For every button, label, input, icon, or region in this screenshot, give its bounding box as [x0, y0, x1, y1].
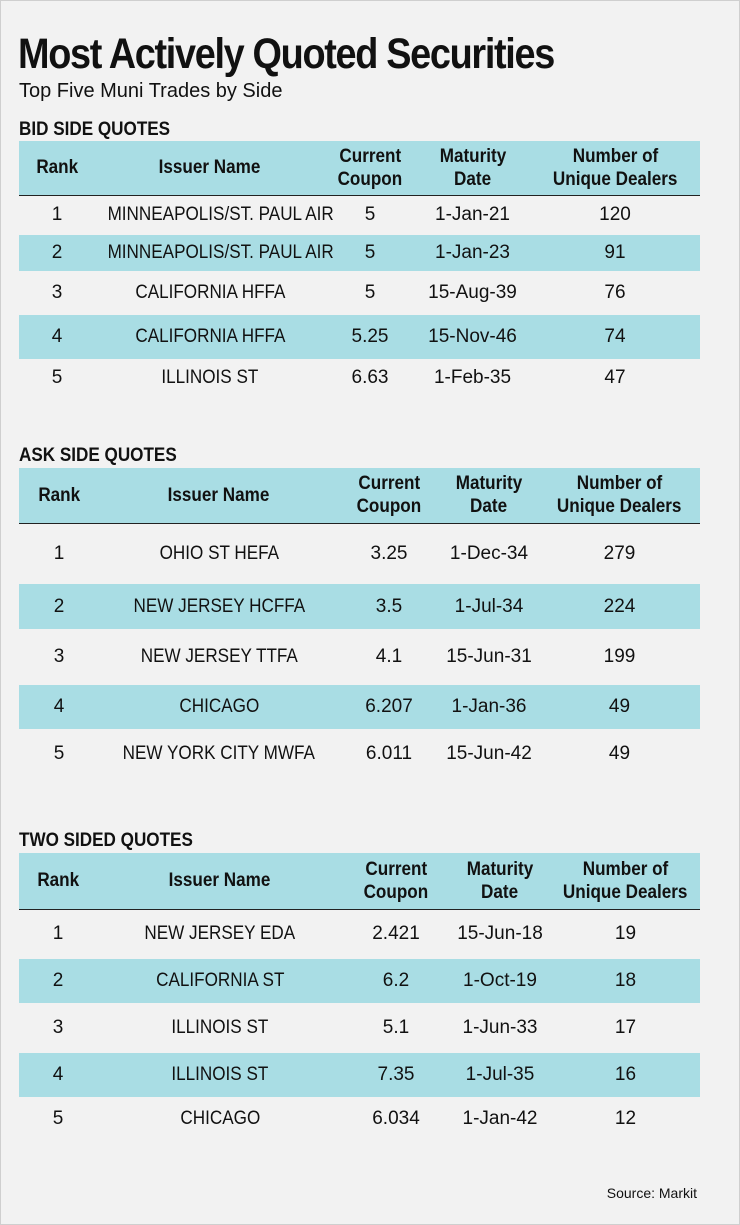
cell-issuer: CALIFORNIA HFFA: [134, 282, 286, 303]
col-header-rank: Rank: [19, 141, 95, 195]
cell-coupon: 3.25: [370, 542, 408, 564]
table-header-row: [19, 141, 700, 195]
cell-dealers: 18: [551, 959, 700, 1003]
col-header-coupon: Current Coupon: [325, 141, 415, 195]
col-header-maturity: Maturity Date: [449, 853, 551, 909]
cell-dealers: 199: [603, 646, 636, 667]
table-row: [19, 359, 700, 397]
col-header-maturity: Maturity Date: [415, 141, 530, 195]
table-row: [19, 271, 700, 315]
cell-coupon: 5.1: [382, 1017, 410, 1038]
cell-issuer: CALIFORNIA HFFA: [95, 315, 325, 359]
cell-rank: 3: [51, 282, 63, 303]
table-row: [19, 523, 700, 584]
col-header-coupon: Current Coupon: [339, 468, 439, 523]
cell-rank: 4: [19, 685, 99, 729]
cell-rank: 2: [19, 235, 95, 271]
cell-issuer: CALIFORNIA ST: [97, 959, 343, 1003]
col-header-issuer: Issuer Name: [97, 853, 343, 909]
cell-rank: 5: [53, 743, 65, 764]
table-row: [19, 959, 700, 1003]
cell-rank: 4: [19, 315, 95, 359]
cell-rank: 5: [51, 367, 63, 388]
cell-dealers: 279: [603, 542, 636, 564]
table-row: [19, 909, 700, 959]
cell-coupon: 5: [325, 235, 415, 271]
cell-maturity: 1-Jul-35: [449, 1053, 551, 1097]
cell-coupon: 2.421: [372, 923, 420, 945]
cell-maturity: 1-Dec-34: [449, 542, 529, 564]
bid-side-table: [19, 141, 700, 397]
cell-coupon: 5.25: [325, 315, 415, 359]
cell-coupon: 4.1: [375, 646, 403, 667]
col-header-dealers: Number of Unique Dealers: [539, 468, 700, 523]
col-header-dealers: Number of Unique Dealers: [530, 141, 700, 195]
col-header-maturity: Maturity Date: [439, 468, 539, 523]
source-note: Source: Markit: [606, 1185, 697, 1201]
cell-rank: 3: [52, 1017, 64, 1038]
cell-issuer: NEW YORK CITY MWFA: [122, 743, 316, 764]
col-header-issuer: Issuer Name: [99, 468, 339, 523]
cell-issuer: OHIO ST HEFA: [159, 542, 279, 564]
cell-rank: 2: [19, 584, 99, 629]
cell-dealers: 91: [530, 235, 700, 271]
table-row: [19, 235, 700, 271]
cell-dealers: 17: [614, 1017, 637, 1038]
section-label-ask: ASK SIDE QUOTES: [19, 445, 177, 466]
cell-dealers: 47: [604, 367, 626, 388]
cell-dealers: 74: [530, 315, 700, 359]
cell-issuer: NEW JERSEY TTFA: [140, 646, 298, 667]
cell-maturity: 1-Feb-35: [433, 367, 512, 388]
section-label-two-sided: TWO SIDED QUOTES: [19, 830, 193, 851]
table-header-row: [19, 468, 700, 523]
cell-maturity: 1-Jan-21: [435, 204, 510, 226]
table-row: [19, 1097, 700, 1141]
cell-issuer: NEW JERSEY HCFFA: [99, 584, 339, 629]
cell-coupon: 5: [364, 282, 376, 303]
cell-issuer: ILLINOIS ST: [161, 367, 259, 388]
cell-rank: 1: [53, 542, 65, 564]
table-row: [19, 1003, 700, 1053]
cell-rank: 5: [52, 1108, 64, 1129]
cell-maturity: 15-Aug-39: [428, 282, 517, 303]
col-header-rank: Rank: [19, 468, 99, 523]
page-subtitle: Top Five Muni Trades by Side: [19, 80, 283, 102]
table-row: [19, 685, 700, 729]
cell-issuer: CHICAGO: [99, 685, 339, 729]
cell-rank: 2: [19, 959, 97, 1003]
cell-coupon: 3.5: [339, 584, 439, 629]
table-row: [19, 1053, 700, 1097]
cell-dealers: 16: [551, 1053, 700, 1097]
cell-issuer: CHICAGO: [180, 1108, 260, 1129]
col-header-issuer: Issuer Name: [95, 141, 325, 195]
col-header-rank: Rank: [19, 853, 97, 909]
cell-dealers: 224: [539, 584, 700, 629]
table-row: [19, 315, 700, 359]
cell-dealers: 49: [539, 685, 700, 729]
cell-dealers: 76: [604, 282, 626, 303]
cell-coupon: 7.35: [343, 1053, 449, 1097]
cell-coupon: 6.034: [372, 1108, 420, 1129]
two-sided-table: [19, 853, 700, 1141]
cell-dealers: 19: [614, 923, 637, 945]
cell-coupon: 6.2: [343, 959, 449, 1003]
cell-dealers: 120: [599, 204, 631, 226]
section-label-bid: BID SIDE QUOTES: [19, 119, 171, 140]
cell-issuer: NEW JERSEY EDA: [144, 923, 296, 945]
cell-maturity: 15-Jun-31: [446, 646, 532, 667]
table-row: [19, 195, 700, 235]
cell-rank: 3: [53, 646, 65, 667]
cell-coupon: 6.63: [351, 367, 389, 388]
cell-maturity: 15-Jun-18: [457, 923, 543, 945]
cell-maturity: 1-Jul-34: [439, 584, 539, 629]
cell-maturity: 15-Nov-46: [415, 315, 530, 359]
cell-issuer: ILLINOIS ST: [97, 1053, 343, 1097]
ask-side-table: [19, 468, 700, 779]
table-row: [19, 584, 700, 629]
table-row: [19, 629, 700, 685]
cell-rank: 1: [51, 204, 63, 226]
cell-rank: 1: [52, 923, 64, 945]
col-header-coupon: Current Coupon: [343, 853, 449, 909]
cell-coupon: 6.207: [339, 685, 439, 729]
cell-issuer: MINNEAPOLIS/ST. PAUL AIR: [95, 235, 325, 271]
cell-coupon: 5: [364, 204, 376, 226]
cell-issuer: MINNEAPOLIS/ST. PAUL AIR: [107, 204, 334, 226]
cell-issuer: ILLINOIS ST: [171, 1017, 269, 1038]
cell-dealers: 12: [614, 1108, 637, 1129]
cell-maturity: 1-Jun-33: [462, 1017, 538, 1038]
cell-rank: 4: [19, 1053, 97, 1097]
table-row: [19, 729, 700, 779]
cell-maturity: 1-Oct-19: [449, 959, 551, 1003]
cell-maturity: 15-Jun-42: [446, 743, 532, 764]
cell-maturity: 1-Jan-23: [415, 235, 530, 271]
cell-maturity: 1-Jan-36: [439, 685, 539, 729]
cell-maturity: 1-Jan-42: [462, 1108, 538, 1129]
page-title: Most Actively Quoted Securities: [18, 30, 554, 78]
cell-coupon: 6.011: [365, 743, 413, 764]
table-header-row: [19, 853, 700, 909]
cell-dealers: 49: [608, 743, 631, 764]
col-header-dealers: Number of Unique Dealers: [551, 853, 700, 909]
